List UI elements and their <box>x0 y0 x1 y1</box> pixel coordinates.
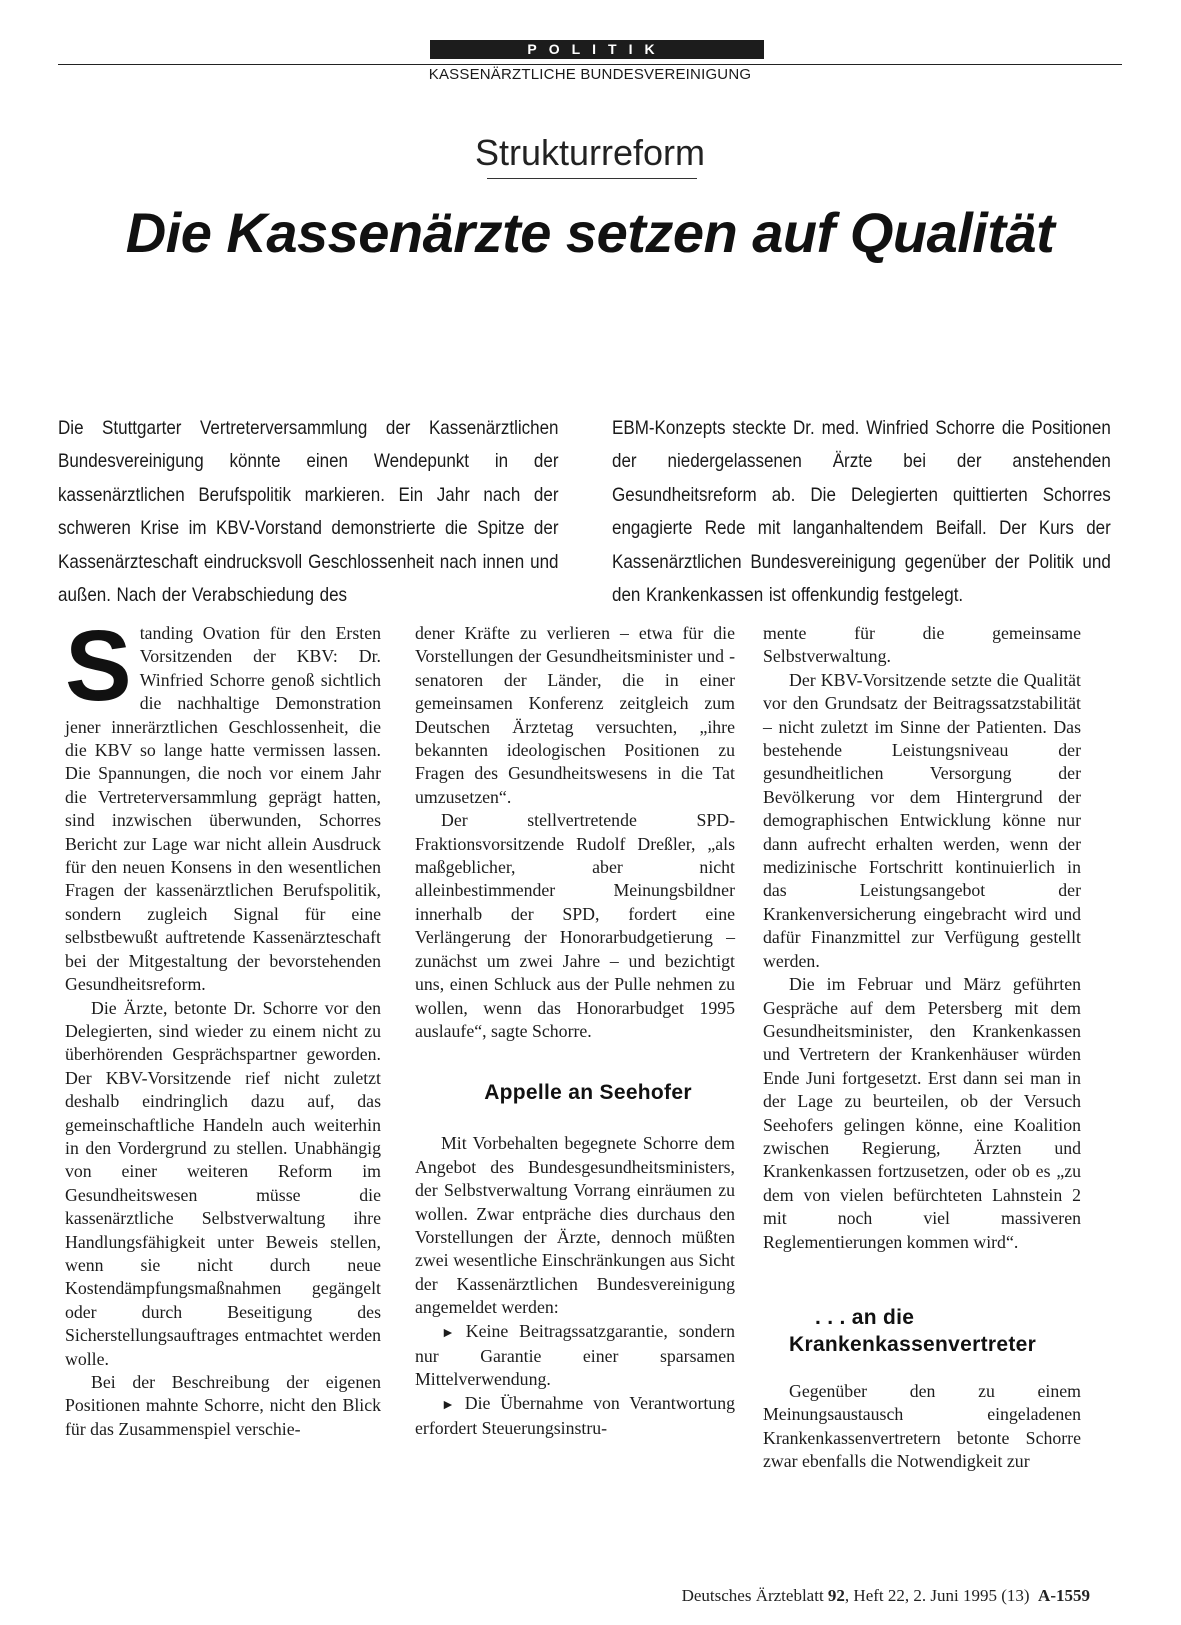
bullet-text: Keine Beitragssatzgarantie, sondern nur Garantie einer sparsamen Mittelverwendung. <box>415 1320 736 1390</box>
lead-paragraph-right: EBM-Konzepts steckte Dr. med. Winfried Schorre die Positionen der niedergelassenen Ärzte bei der anstehenden Gesundheitsreform ab. Die Delegierten quittierten Schorres engagierte Rede mit langanhaltendem Beifall. Der Kurs der Kassenärztlichen Bundesvereinigung gegenüber der Politik und den Krankenkassen ist offenkundig festgelegt. <box>612 417 1111 607</box>
triangle-bullet-icon: ► <box>441 1325 455 1341</box>
subheading-krankenkassen: . . . an die Krankenkassenvertreter <box>789 1305 1037 1356</box>
body-paragraph: mente für die gemeinsame Selbstverwaltung. <box>763 623 1081 667</box>
volume-number: 92 <box>827 1586 845 1605</box>
body-column-3 <box>763 622 1081 1474</box>
bullet-item <box>415 1392 735 1441</box>
body-paragraph: Die im Februar und März geführten Gespräche auf dem Petersberg mit dem Gesundheitsminister, den Krankenkassen und Vertretern der Krankenhäuser würden Ende Juni fortgesetzt. Erst dann sei man in der Lage zu beurteilen, ob der Versuch Seehofers gelingen könne, eine Koalition zwischen Regierung, Ärzten und Krankenkassen fortzusetzen, oder ob es „zu dem von vielen befürchteten Lahnstein 2 mit noch viel massiveren Reglementierungen kommen wird“. <box>763 974 1081 1252</box>
body-paragraph: tanding Ovation für den Ersten Vorsitzenden der KBV: Dr. Winfried Schorre genoß sichtlich die nachhaltige Demonstration jener innerärztlichen Geschlossenheit, die die KBV so lange hatte vermissen lassen. Die Spannungen, die noch vor einem Jahr die Vertreterversammlung geprägt hatten, sind inzwischen überwunden, Schorres Bericht zur Lage war nicht allein Ausdruck für den neuen Konsens in den wesentlichen Fragen der kassenärztlichen Berufspolitik, sondern zugleich Signal für eine selbstbewußt auftretende Kassenärzteschaft bei der Mitgestaltung der bevorstehenden Gesundheitsreform. <box>65 623 381 995</box>
body-paragraph: Der stellvertretende SPD-Fraktionsvorsitzende Rudolf Dreßler, „als maßgeblicher, aber nicht alleinbestimmender Meinungsbildner innerhalb der SPD, fordert eine Verlängerung der Honorarbudgetierung – zunächst um zwei Jahre – und bezichtigt uns, einen Schluck aus der Pulle nehmen zu wollen, wenn das Honorarbudget 1995 auslaufe“, sagte Schorre. <box>415 810 735 1041</box>
section-tag: POLITIK <box>430 40 764 59</box>
body-paragraph: Mit Vorbehalten begegnete Schorre dem Angebot des Bundesgesundheitsministers, der Selbstverwaltung Vorrang einräumen zu wollen. Zwar entpräche dies durchaus den Vorstellungen der Ärzte, dennoch müßten zwei wesentliche Einschränkungen aus Sicht der Kassenärztlichen Bundesvereinigung angemeldet werden: <box>415 1133 735 1318</box>
body-column-2 <box>415 622 735 1441</box>
bullet-text: Die Übernahme von Verantwortung erfordert Steuerungsinstru- <box>415 1392 735 1439</box>
section-subtitle: KASSENÄRZTLICHE BUNDESVEREINIGUNG <box>428 66 752 83</box>
drop-cap: S <box>65 610 132 722</box>
article-kicker: Strukturreform <box>474 132 706 173</box>
triangle-bullet-icon: ► <box>441 1397 455 1413</box>
article-headline: Die Kassenärzte setzen auf Qualität <box>125 201 1055 264</box>
body-paragraph: Bei der Beschreibung der eigenen Positionen mahnte Schorre, nicht den Blick für das Zusammenspiel verschie- <box>65 1372 381 1439</box>
kicker-underline <box>487 178 697 179</box>
subheading-appelle: Appelle an Seehofer <box>484 1081 692 1105</box>
bullet-item <box>415 1320 735 1392</box>
issue-info: , Heft 22, 2. Juni 1995 (13) <box>844 1586 1030 1605</box>
page-number: A-1559 <box>1038 1586 1090 1605</box>
body-column-1 <box>65 610 381 1441</box>
body-paragraph: dener Kräfte zu verlieren – etwa für die Vorstellungen der Gesundheitsminister und -senatoren der Länder, die in einer gemeinsamen Konferenz zeitgleich zum Deutschen Ärztetag versuchten, „ihre bekannten ideologischen Positionen zu Fragen des Gesundheitswesens in die Tat umzusetzen“. <box>415 623 735 807</box>
body-paragraph: Gegenüber den zu einem Meinungsaustausch eingeladenen Krankenkassenvertretern betonte Schorre zwar ebenfalls die Notwendigkeit zur <box>763 1380 1081 1472</box>
page-footer <box>590 1585 1090 1607</box>
body-paragraph: Die Ärzte, betonte Dr. Schorre vor den Delegierten, sind wieder zu einem nicht zu überhörenden Gesprächspartner geworden. Der KBV-Vorsitzende rief nicht zuletzt deshalb eindringlich dazu auf, das gemeinschaftliche Handeln auch weiterhin in den Vordergrund zu stellen. Unabhängig von einer weiteren Reform im Gesundheitswesen müsse die kassenärztliche Selbstverwaltung ihre Handlungsfähigkeit unter Beweis stellen, wenn sie nicht durch neue Kostendämpfungsmaßnahmen gegängelt oder durch Beseitigung des Sicherstellungsauftrages entmachtet werden wolle. <box>65 997 381 1369</box>
body-paragraph: Der KBV-Vorsitzende setzte die Qualität vor den Grundsatz der Beitragssatzstabilität – nicht zuletzt im Sinne der Patienten. Das bestehende Leistungsniveau der gesundheitlichen Versorgung der Bevölkerung vor dem Hintergrund der demographischen Entwicklung könne nur dann aufrecht erhalten werden, wenn der medizinische Fortschritt kontinuierlich in das Leistungsangebot der Krankenversicherung eingebracht wird und dafür Finanzmittel zur Verfügung gestellt werden. <box>763 669 1081 971</box>
journal-name: Deutsches Ärzteblatt <box>681 1586 824 1605</box>
lead-paragraph-left: Die Stuttgarter Vertreterversammlung der Kassenärztlichen Bundesvereinigung könnte einen Wendepunkt in der kassenärztlichen Berufspolitik markieren. Ein Jahr nach der schweren Krise im KBV-Vorstand demonstrierte die Spitze der Kassenärzteschaft eindrucksvoll Geschlossenheit nach innen und außen. Nach der Verabschiedung des <box>58 417 559 607</box>
